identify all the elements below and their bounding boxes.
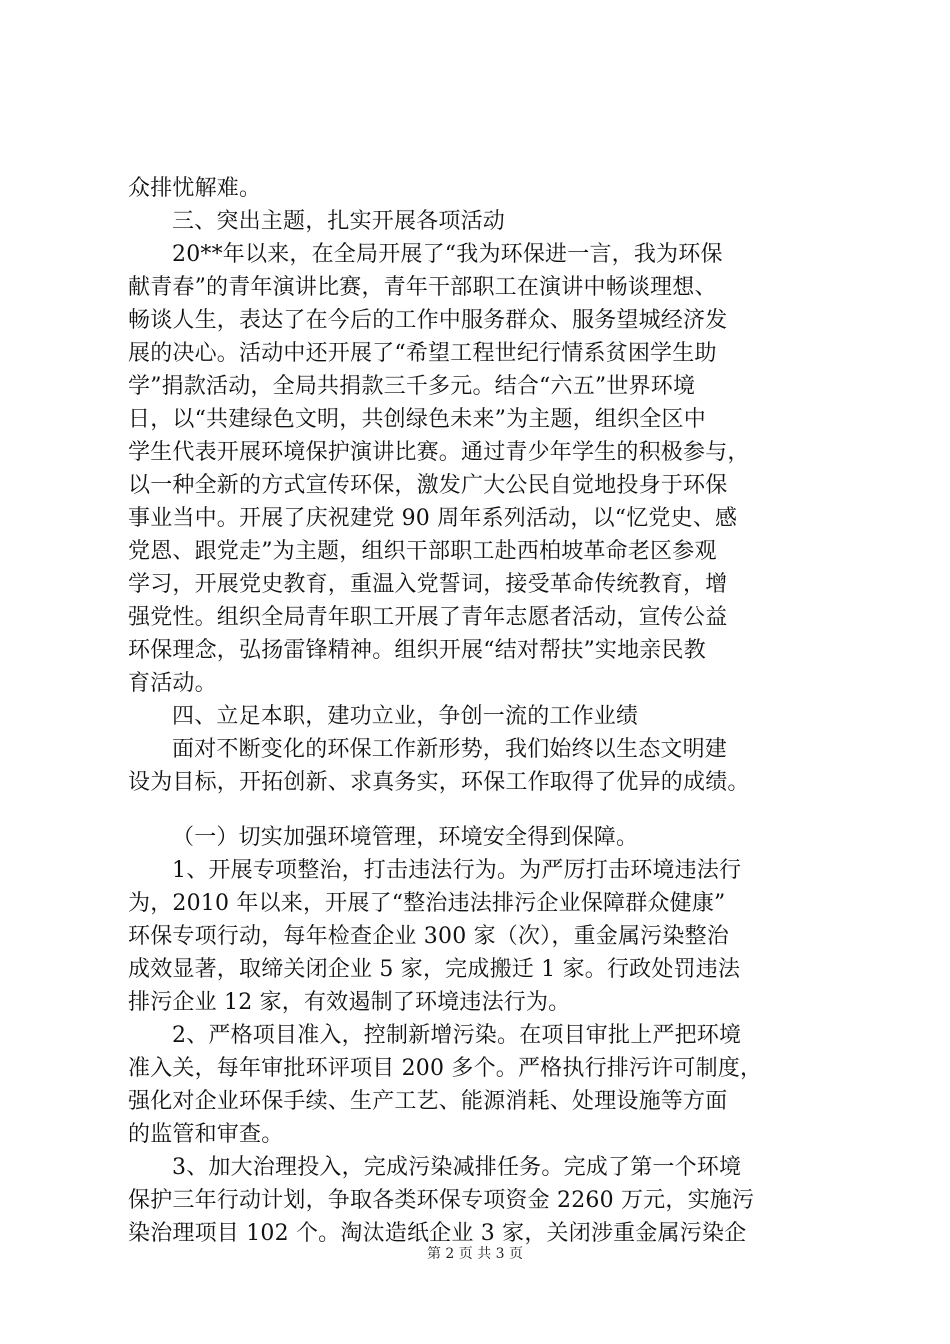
section-heading-4: 四、立足本职，建功立业，争创一流的工作业绩 xyxy=(172,704,639,729)
paragraph-line: 事业当中。开展了庆祝建党 90 周年系列活动，以“忆党史、感 xyxy=(128,506,738,531)
paragraph-line: 2、严格项目准入，控制新增污染。在项目审批上严把环境 xyxy=(172,1023,742,1048)
paragraph-line: 众排忧解难。 xyxy=(128,176,262,201)
paragraph-line: 环保理念，弘扬雷锋精神。组织开展“结对帮扶”实地亲民教 xyxy=(128,638,706,663)
paragraph-line: 1、开展专项整治，打击违法行为。为严厉打击环境违法行 xyxy=(172,858,742,883)
paragraph-line: 强化对企业环保手续、生产工艺、能源消耗、处理设施等方面 xyxy=(128,1089,728,1114)
paragraph-line: 展的决心。活动中还开展了“希望工程世纪行情系贫困学生助 xyxy=(128,341,717,366)
document-body xyxy=(128,172,840,1250)
paragraph-line: 成效显著，取缔关闭企业 5 家，完成搬迁 1 家。行政处罚违法 xyxy=(128,957,741,982)
paragraph-line: 育活动。 xyxy=(128,671,217,696)
paragraph-line: 学”捐款活动，全局共捐款三千多元。结合“六五”世界环境 xyxy=(128,374,696,399)
paragraph-line: 3、加大治理投入，完成污染减排任务。完成了第一个环境 xyxy=(172,1155,742,1180)
paragraph-line: 的监管和审查。 xyxy=(128,1122,284,1147)
section-heading-3: 三、突出主题，扎实开展各项活动 xyxy=(172,209,506,234)
paragraph-line: 畅谈人生，表达了在今后的工作中服务群众、服务望城经济发 xyxy=(128,308,728,333)
paragraph-line: 为，2010 年以来，开展了“整治违法排污企业保障群众健康” xyxy=(128,891,726,916)
paragraph-line: 献青春”的青年演讲比赛，青年干部职工在演讲中畅谈理想、 xyxy=(128,275,717,300)
paragraph-line: 20**年以来，在全局开展了“我为环保进一言，我为环保 xyxy=(172,242,723,267)
page-footer: 第 2 页 共 3 页 xyxy=(426,1246,524,1262)
paragraph-line: 染治理项目 102 个。淘汰造纸企业 3 家，关闭涉重金属污染企 xyxy=(128,1221,747,1246)
paragraph-line: 设为目标，开拓创新、求真务实，环保工作取得了优异的成绩。 xyxy=(128,770,750,795)
paragraph-line: 以一种全新的方式宣传环保，激发广大公民自觉地投身于环保 xyxy=(128,473,728,498)
paragraph-line: 面对不断变化的环保工作新形势，我们始终以生态文明建 xyxy=(172,737,728,762)
paragraph-line: 保护三年行动计划，争取各类环保专项资金 2260 万元，实施污 xyxy=(128,1188,755,1213)
paragraph-line: 学生代表开展环境保护演讲比赛。通过青少年学生的积极参与， xyxy=(128,440,750,465)
paragraph-line: 准入关，每年审批环评项目 200 多个。严格执行排污许可制度， xyxy=(128,1056,763,1081)
paragraph-line: 环保专项行动，每年检查企业 300 家（次），重金属污染整治 xyxy=(128,924,729,949)
subsection-heading-1: （一）切实加强环境管理，环境安全得到保障。 xyxy=(172,825,639,850)
paragraph-line: 强党性。组织全局青年职工开展了青年志愿者活动，宣传公益 xyxy=(128,605,728,630)
paragraph-line: 排污企业 12 家，有效遏制了环境违法行为。 xyxy=(128,990,571,1015)
paragraph-line: 学习，开展党史教育，重温入党誓词，接受革命传统教育，增 xyxy=(128,572,728,597)
paragraph-line: 日，以“共建绿色文明，共创绿色未来”为主题，组织全区中 xyxy=(128,407,706,432)
paragraph-line: 党恩、跟党走”为主题，组织干部职工赴西柏坡革命老区参观 xyxy=(128,539,717,564)
